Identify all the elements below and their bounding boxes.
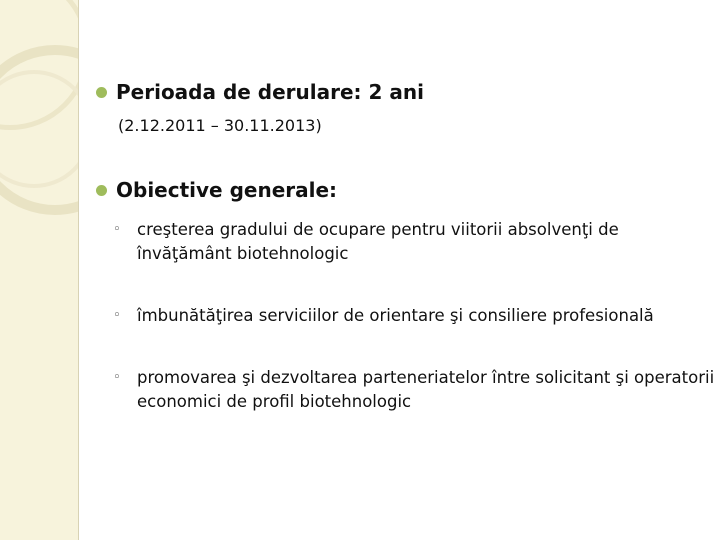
period-dates: (2.12.2011 – 30.11.2013): [118, 116, 322, 135]
circle-bullet-icon: ◦: [113, 308, 121, 323]
objective-text: îmbunătăţirea serviciilor de orientare şi consiliere profesională: [137, 306, 654, 325]
objectives-list: [113, 218, 717, 452]
band-edge-line: [78, 0, 79, 540]
bullet-period: [96, 80, 424, 104]
bullet-dot-icon: [96, 185, 107, 196]
bullet-objectives: [96, 178, 337, 202]
objective-text: promovarea şi dezvoltarea parteneriatelor între solicitant şi operatorii economici de profil biotehnologic: [137, 368, 715, 411]
circle-bullet-icon: ◦: [113, 370, 121, 385]
period-heading: Perioada de derulare: 2 ani: [116, 80, 424, 104]
circle-bullet-icon: ◦: [113, 222, 121, 237]
list-item: [113, 366, 717, 414]
objective-text: creşterea gradului de ocupare pentru viitorii absolvenţi de învăţământ biotehnologic: [137, 220, 619, 263]
decorative-arc: [0, 70, 79, 188]
list-item: [113, 304, 717, 328]
decorative-side-band: [0, 0, 79, 540]
list-item: [113, 218, 717, 266]
objectives-heading: Obiective generale:: [116, 178, 338, 202]
bullet-dot-icon: [96, 87, 107, 98]
